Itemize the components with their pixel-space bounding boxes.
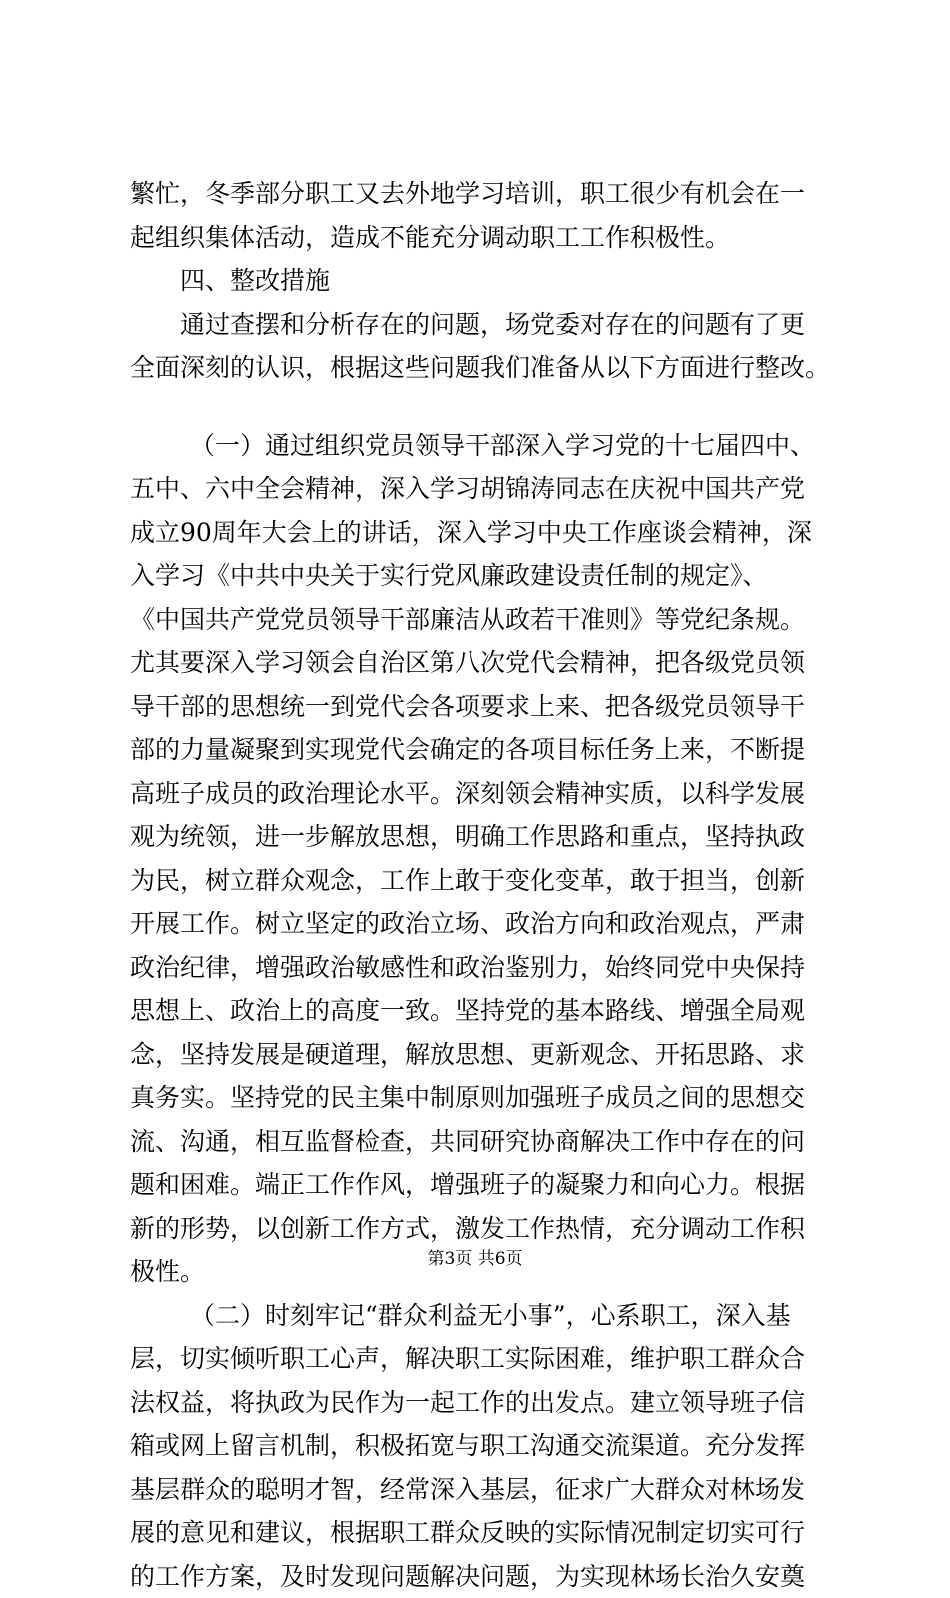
paragraph-1-line: 部的力量凝聚到实现党代会确定的各项目标任务上来，不断提 xyxy=(130,728,850,772)
paragraph-1-line: 流、沟通，相互监督检查，共同研究协商解决工作中存在的问 xyxy=(130,1120,850,1164)
paragraph-2-line: 层，切实倾听职工心声，解决职工实际困难，维护职工群众合 xyxy=(130,1337,850,1381)
paragraph-1-line: 题和困难。端正工作作风，增强班子的凝聚力和向心力。根据 xyxy=(130,1163,850,1207)
paragraph-1-line: 真务实。坚持党的民主集中制原则加强班子成员之间的思想交 xyxy=(130,1076,850,1120)
paragraph-1-line: 开展工作。树立坚定的政治立场、政治方向和政治观点，严肃 xyxy=(130,902,850,946)
paragraph-1-line: 高班子成员的政治理论水平。深刻领会精神实质，以科学发展 xyxy=(130,772,850,816)
paragraph-2-line: 基层群众的聪明才智，经常深入基层，征求广大群众对林场发 xyxy=(130,1468,850,1512)
paragraph-1-line: 念，坚持发展是硬道理，解放思想、更新观念、开拓思路、求 xyxy=(130,1033,850,1077)
paragraph-1-line: 五中、六中全会精神，深入学习胡锦涛同志在庆祝中国共产党 xyxy=(130,467,850,511)
paragraph-1-line: 政治纪律，增强政治敏感性和政治鉴别力，始终同党中央保持 xyxy=(130,946,850,990)
paragraph-1-line: 为民，树立群众观念，工作上敢于变化变革，敢于担当，创新 xyxy=(130,859,850,903)
paragraph-1-line: 新的形势，以创新工作方式，激发工作热情，充分调动工作积 xyxy=(130,1207,850,1251)
paragraph-2-line: 的工作方案，及时发现问题解决问题，为实现林场长治久安奠 xyxy=(130,1555,850,1598)
paragraph-1-line: 导干部的思想统一到党代会各项要求上来、把各级党员领导干 xyxy=(130,685,850,729)
text-line: 全面深刻的认识，根据这些问题我们准备从以下方面进行整改。 xyxy=(130,346,850,390)
paragraph-1-line: 《中国共产党党员领导干部廉洁从政若干准则》等党纪条规。 xyxy=(130,598,850,642)
blank-line xyxy=(130,390,850,424)
paragraph-1-line: （一）通过组织党员领导干部深入学习党的十七届四中、 xyxy=(130,424,850,468)
section-heading: 四、整改措施 xyxy=(130,259,850,303)
paragraph-2-line: 箱或网上留言机制，积极拓宽与职工沟通交流渠道。充分发挥 xyxy=(130,1424,850,1468)
document-body xyxy=(130,172,850,1598)
page-number-footer: 第3页 共6页 xyxy=(0,1248,950,1270)
paragraph-1-line: 观为统领，进一步解放思想，明确工作思路和重点，坚持执政 xyxy=(130,815,850,859)
paragraph-2-line: 展的意见和建议，根据职工群众反映的实际情况制定切实可行 xyxy=(130,1511,850,1555)
paragraph-2-line: 法权益，将执政为民作为一起工作的出发点。建立领导班子信 xyxy=(130,1381,850,1425)
text-line: 繁忙，冬季部分职工又去外地学习培训，职工很少有机会在一 xyxy=(130,172,850,216)
paragraph-1-line: 尤其要深入学习领会自治区第八次党代会精神，把各级党员领 xyxy=(130,641,850,685)
paragraph-1-line: 极性。 xyxy=(130,1250,850,1294)
paragraph-1-line: 成立90周年大会上的讲话，深入学习中央工作座谈会精神，深 xyxy=(130,511,850,555)
text-line: 通过查摆和分析存在的问题，场党委对存在的问题有了更 xyxy=(130,303,850,347)
paragraph-1-line: 思想上、政治上的高度一致。坚持党的基本路线、增强全局观 xyxy=(130,989,850,1033)
text-line: 起组织集体活动，造成不能充分调动职工工作积极性。 xyxy=(130,216,850,260)
paragraph-1-line: 入学习《中共中央关于实行党风廉政建设责任制的规定》、 xyxy=(130,554,850,598)
paragraph-2-line: （二）时刻牢记“群众利益无小事”，心系职工，深入基 xyxy=(130,1294,850,1338)
